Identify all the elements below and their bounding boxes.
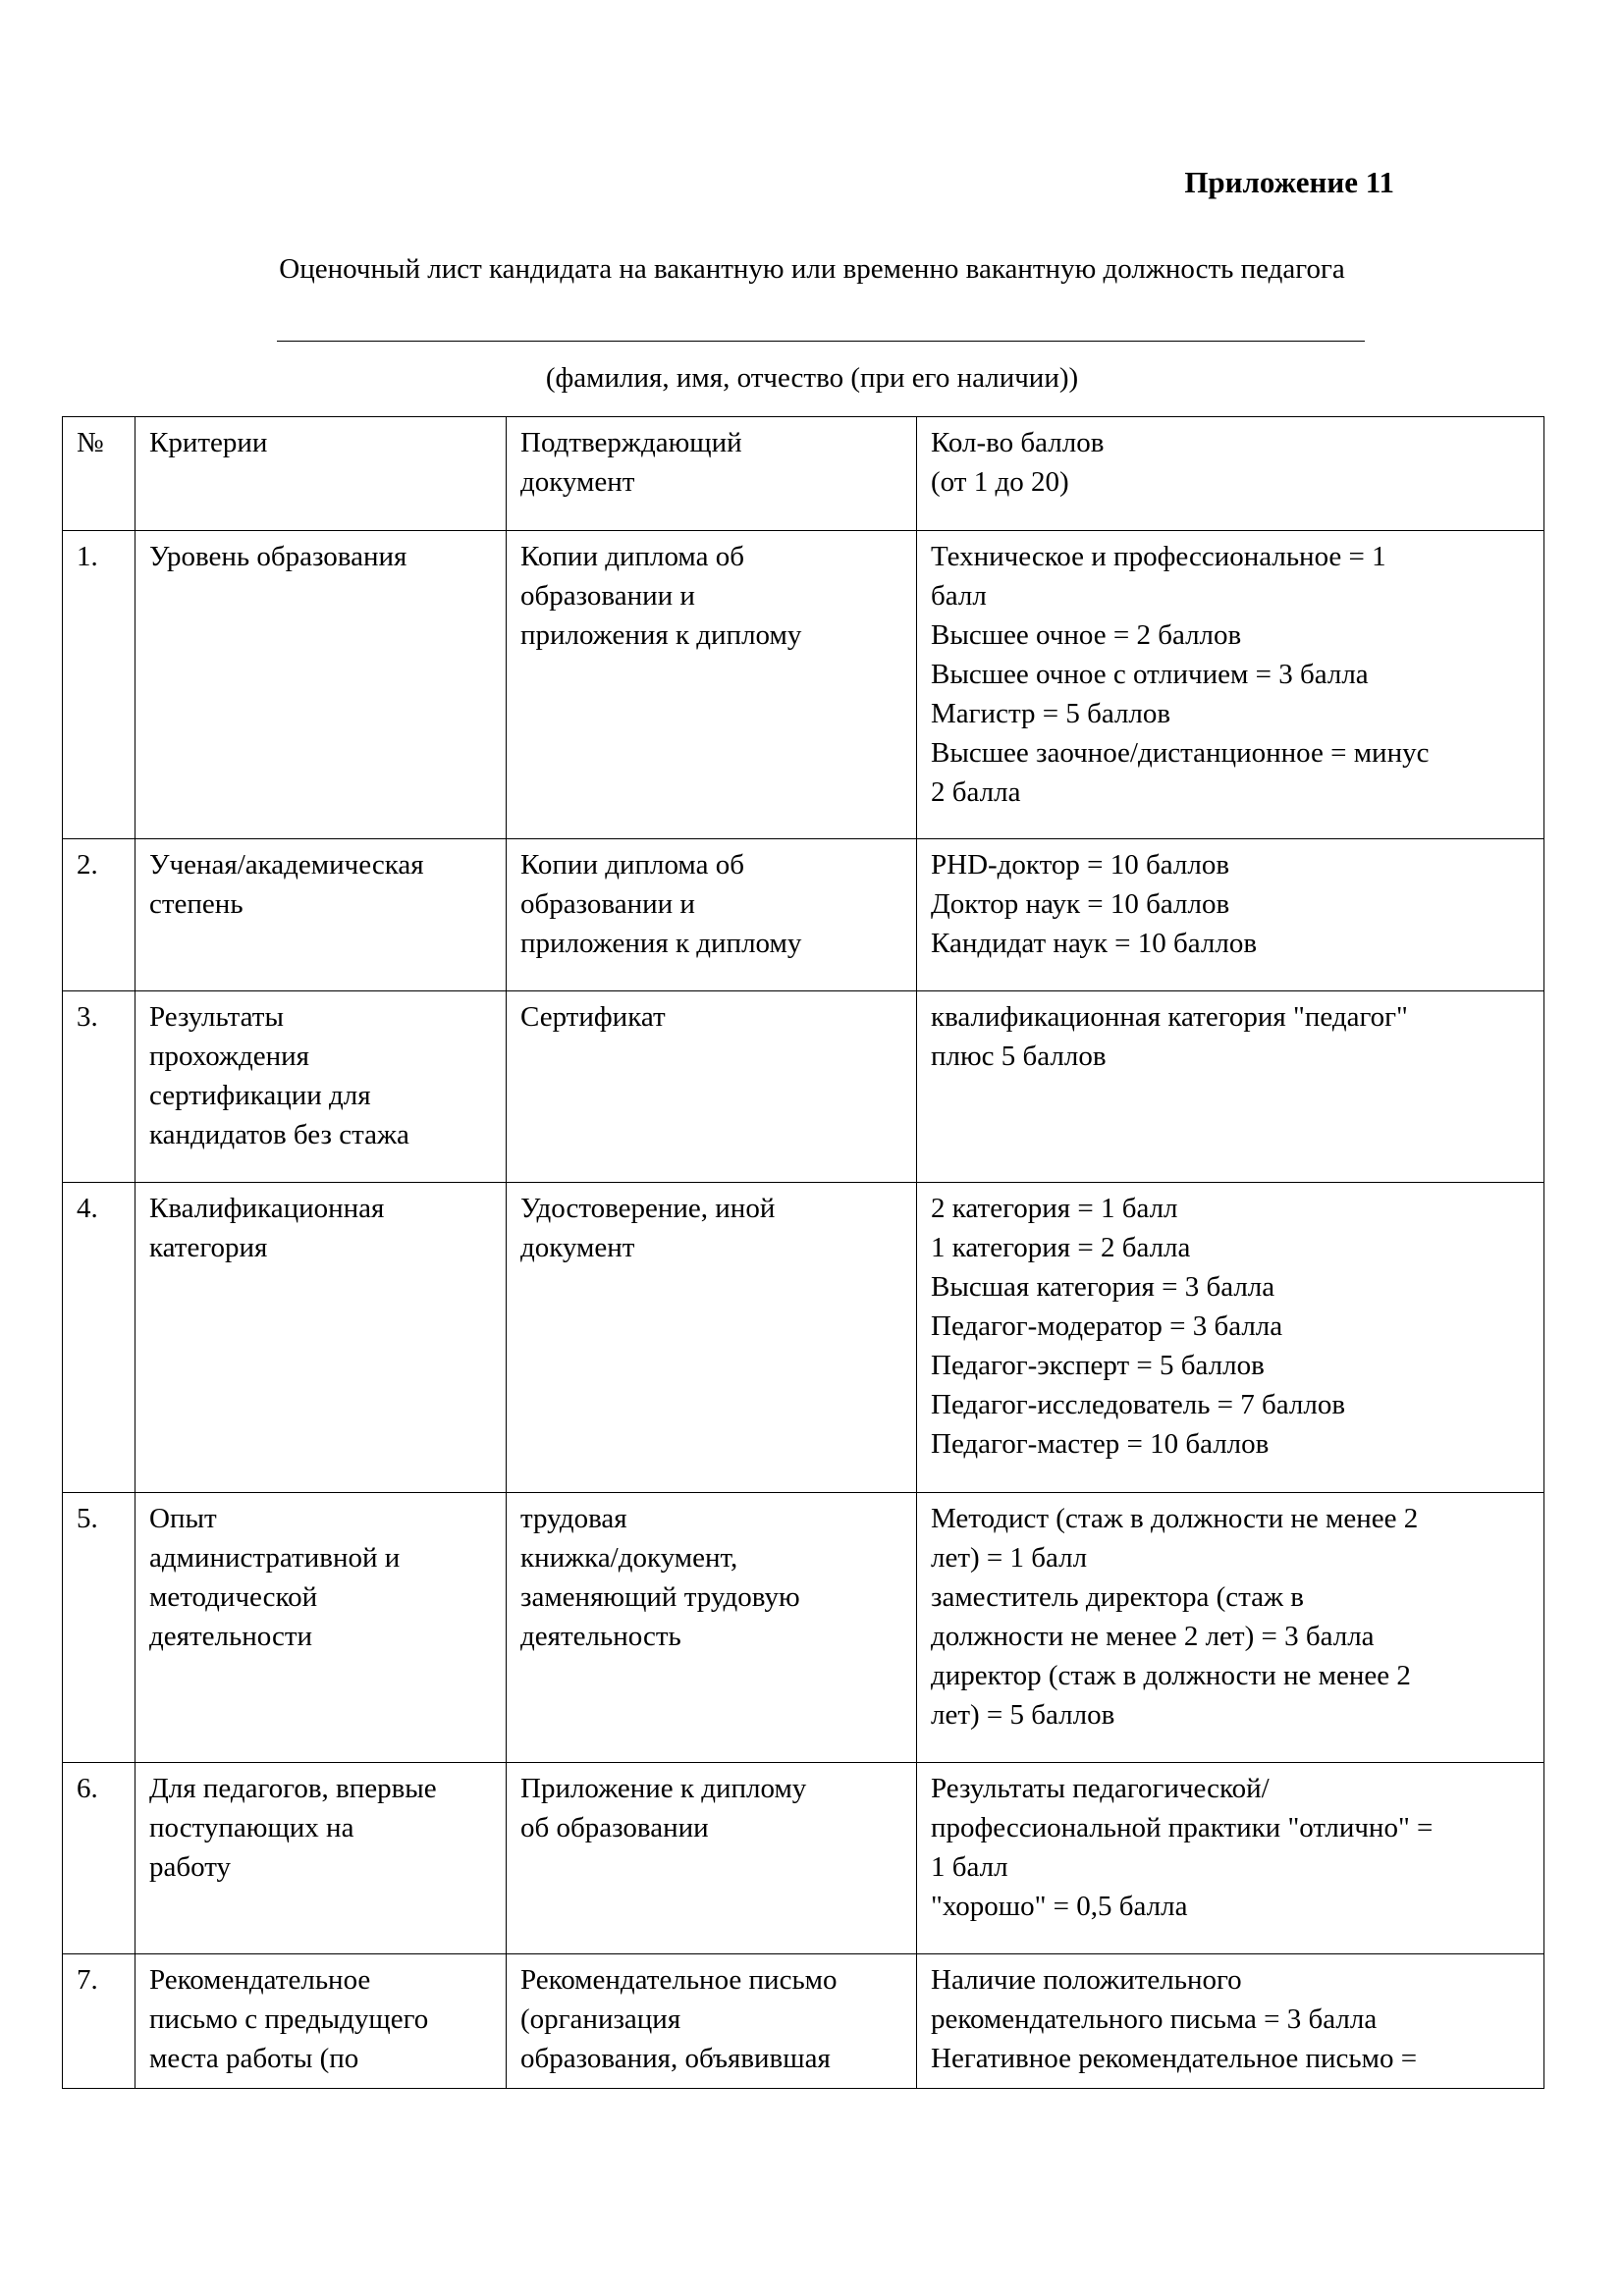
cell-criteria-line: Опыт xyxy=(149,1503,217,1534)
name-fill-line xyxy=(277,341,1365,342)
cell-points-line: Доктор наук = 10 баллов xyxy=(931,888,1230,920)
cell-criteria xyxy=(135,1763,507,1954)
cell-points-line: PHD-доктор = 10 баллов xyxy=(931,849,1230,881)
header-points: Кол-во баллов (от 1 до 20) xyxy=(917,417,1544,531)
cell-num xyxy=(63,1493,135,1763)
cell-points-line: Негативное рекомендательное письмо = xyxy=(931,2043,1418,2074)
cell-criteria-line: сертификации для xyxy=(149,1080,371,1111)
cell-document-line: приложения к диплому xyxy=(520,619,802,651)
cell-criteria-line: методической xyxy=(149,1581,318,1613)
table-row xyxy=(63,1954,1544,2089)
cell-criteria-line: деятельности xyxy=(149,1621,313,1652)
cell-points-line: рекомендательного письма = 3 балла xyxy=(931,2003,1378,2035)
cell-document xyxy=(507,1954,917,2089)
cell-num-text: 3. xyxy=(77,1001,98,1033)
cell-document xyxy=(507,1763,917,1954)
cell-points xyxy=(917,1954,1544,2089)
cell-points-line: 2 категория = 1 балл xyxy=(931,1193,1178,1224)
cell-document-line: трудовая xyxy=(520,1503,627,1534)
cell-num-text: 7. xyxy=(77,1964,98,1996)
cell-criteria-line: письмо с предыдущего xyxy=(149,2003,429,2035)
cell-num xyxy=(63,1954,135,2089)
cell-points-line: Наличие положительного xyxy=(931,1964,1242,1996)
cell-points-line: "хорошо" = 0,5 балла xyxy=(931,1891,1188,1922)
cell-criteria-line: степень xyxy=(149,888,244,920)
cell-document xyxy=(507,1183,917,1493)
cell-points-line: профессиональной практики "отлично" = xyxy=(931,1812,1434,1843)
cell-criteria xyxy=(135,991,507,1183)
cell-criteria-line: административной и xyxy=(149,1542,401,1574)
table-row xyxy=(63,839,1544,991)
cell-document-line: Рекомендательное письмо xyxy=(520,1964,838,1996)
header-num: № xyxy=(63,417,135,531)
cell-document-line: Приложение к диплому xyxy=(520,1773,807,1804)
cell-num xyxy=(63,991,135,1183)
cell-document-line: деятельность xyxy=(520,1621,681,1652)
cell-criteria-line: категория xyxy=(149,1232,268,1263)
cell-points-line: Высшая категория = 3 балла xyxy=(931,1271,1275,1303)
cell-points-line: заместитель директора (стаж в xyxy=(931,1581,1305,1613)
table-row xyxy=(63,1763,1544,1954)
cell-document-line: образовании и xyxy=(520,888,695,920)
header-criteria: Критерии xyxy=(135,417,507,531)
cell-num xyxy=(63,1183,135,1493)
name-caption: (фамилия, имя, отчество (при его наличии)) xyxy=(545,362,1079,394)
cell-document-line: документ xyxy=(520,1232,635,1263)
cell-points-line: Кандидат наук = 10 баллов xyxy=(931,928,1258,959)
cell-points-line: Техническое и профессиональное = 1 xyxy=(931,541,1386,572)
cell-num-text: 5. xyxy=(77,1503,98,1534)
cell-points-line: Методист (стаж в должности не менее 2 xyxy=(931,1503,1419,1534)
cell-num-text: 1. xyxy=(77,541,98,572)
cell-criteria-line: Результаты xyxy=(149,1001,284,1033)
cell-criteria-line: Рекомендательное xyxy=(149,1964,371,1996)
table-row xyxy=(63,991,1544,1183)
cell-points-line: Высшее заочное/дистанционное = минус xyxy=(931,737,1430,769)
cell-points-line: Педагог-исследователь = 7 баллов xyxy=(931,1389,1346,1420)
cell-points-line: 1 категория = 2 балла xyxy=(931,1232,1191,1263)
cell-num-text: 2. xyxy=(77,849,98,881)
cell-points-line: должности не менее 2 лет) = 3 балла xyxy=(931,1621,1375,1652)
cell-points-line: Результаты педагогической/ xyxy=(931,1773,1270,1804)
cell-document xyxy=(507,531,917,839)
cell-points xyxy=(917,1493,1544,1763)
header-document: Подтверждающий документ xyxy=(507,417,917,531)
table-header-row xyxy=(63,417,1544,531)
cell-document-line: заменяющий трудовую xyxy=(520,1581,800,1613)
cell-points-line: плюс 5 баллов xyxy=(931,1041,1107,1072)
cell-document xyxy=(507,1493,917,1763)
cell-criteria-line: Квалификационная xyxy=(149,1193,385,1224)
cell-document-line: Сертификат xyxy=(520,1001,666,1033)
cell-criteria-line: Ученая/академическая xyxy=(149,849,424,881)
cell-document-line: образовании и xyxy=(520,580,695,612)
cell-document xyxy=(507,991,917,1183)
cell-criteria-line: Уровень образования xyxy=(149,541,407,572)
cell-points xyxy=(917,1763,1544,1954)
cell-points-line: Педагог-мастер = 10 баллов xyxy=(931,1428,1270,1460)
cell-points-line: квалификационная категория "педагог" xyxy=(931,1001,1408,1033)
cell-points-line: Магистр = 5 баллов xyxy=(931,698,1171,729)
appendix-label: Приложение 11 xyxy=(1184,165,1394,199)
cell-document xyxy=(507,839,917,991)
cell-document-line: (организация xyxy=(520,2003,681,2035)
cell-points-line: 1 балл xyxy=(931,1851,1008,1883)
cell-document-line: образования, объявившая xyxy=(520,2043,831,2074)
cell-criteria xyxy=(135,839,507,991)
table-row xyxy=(63,1493,1544,1763)
cell-num xyxy=(63,839,135,991)
cell-points xyxy=(917,531,1544,839)
table-row xyxy=(63,531,1544,839)
cell-criteria-line: места работы (по xyxy=(149,2043,359,2074)
cell-points-line: директор (стаж в должности не менее 2 xyxy=(931,1660,1411,1691)
cell-criteria-line: прохождения xyxy=(149,1041,310,1072)
cell-points xyxy=(917,991,1544,1183)
cell-num-text: 4. xyxy=(77,1193,98,1224)
cell-criteria xyxy=(135,531,507,839)
table-row xyxy=(63,1183,1544,1493)
cell-points-line: лет) = 1 балл xyxy=(931,1542,1088,1574)
cell-num xyxy=(63,1763,135,1954)
cell-points-line: Педагог-эксперт = 5 баллов xyxy=(931,1350,1265,1381)
cell-criteria-line: поступающих на xyxy=(149,1812,354,1843)
cell-criteria-line: Для педагогов, впервые xyxy=(149,1773,437,1804)
cell-document-line: Копии диплома об xyxy=(520,849,744,881)
cell-criteria xyxy=(135,1954,507,2089)
cell-points xyxy=(917,839,1544,991)
cell-criteria-line: работу xyxy=(149,1851,232,1883)
cell-document-line: Копии диплома об xyxy=(520,541,744,572)
cell-document-line: об образовании xyxy=(520,1812,709,1843)
cell-points-line: лет) = 5 баллов xyxy=(931,1699,1115,1731)
cell-points-line: балл xyxy=(931,580,987,612)
cell-num xyxy=(63,531,135,839)
cell-document-line: приложения к диплому xyxy=(520,928,802,959)
cell-document-line: книжка/документ, xyxy=(520,1542,738,1574)
evaluation-table xyxy=(62,416,1544,2089)
cell-points-line: Высшее очное с отличием = 3 балла xyxy=(931,659,1369,690)
cell-points-line: Педагог-модератор = 3 балла xyxy=(931,1310,1283,1342)
cell-criteria-line: кандидатов без стажа xyxy=(149,1119,409,1150)
cell-num-text: 6. xyxy=(77,1773,98,1804)
document-title: Оценочный лист кандидата на вакантную или временно вакантную должность педагога xyxy=(279,253,1345,285)
cell-document-line: Удостоверение, иной xyxy=(520,1193,776,1224)
cell-points-line: Высшее очное = 2 баллов xyxy=(931,619,1242,651)
cell-criteria xyxy=(135,1493,507,1763)
cell-points-line: 2 балла xyxy=(931,776,1021,808)
cell-criteria xyxy=(135,1183,507,1493)
cell-points xyxy=(917,1183,1544,1493)
